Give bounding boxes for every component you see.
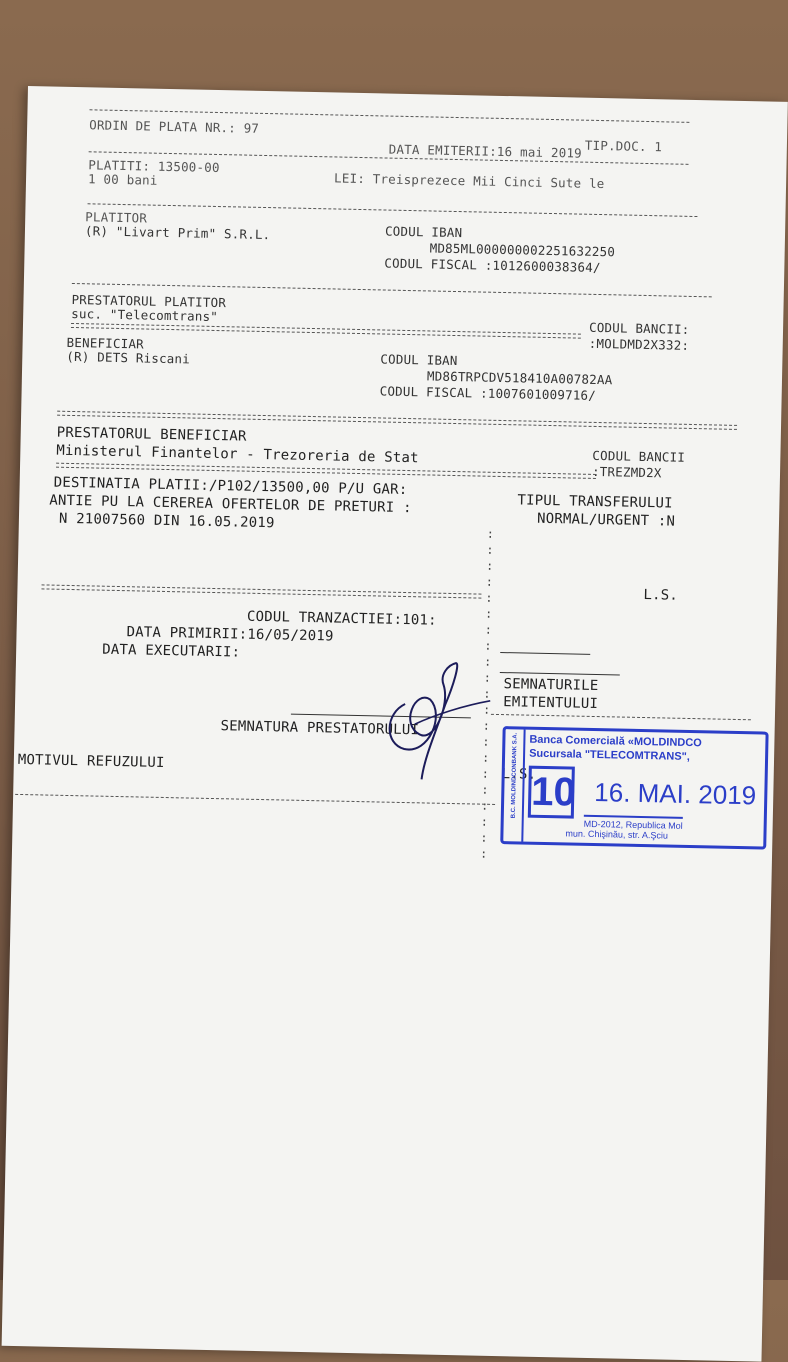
payment-purpose-line-3: N 21007560 DIN 16.05.2019	[58, 510, 275, 532]
stamp-side-bar: B.C. MOLDINDCONBANK S.A.	[503, 729, 525, 841]
beneficiary-provider-label: PRESTATORUL BENEFICIAR	[56, 424, 247, 445]
stamp-branch: Sucursala "TELECOMTRANS",	[529, 747, 691, 764]
issue-date: DATA EMITERII:16 mai 2019	[388, 141, 583, 161]
rule-8	[491, 714, 751, 720]
ls-mark: L.S.	[643, 587, 679, 604]
stamp-date: 16. MAI. 2019	[594, 777, 757, 811]
beneficiary-iban-label: CODUL IBAN	[380, 351, 458, 369]
beneficiary-name: (R) DETS Riscani	[66, 348, 191, 367]
beneficiary-bank-label: CODUL BANCII	[592, 447, 686, 465]
column-divider: : : : : : : : : : : : : : : : : : : : : :	[479, 526, 495, 861]
stamp-address-1: MD-2012, Republica Mol	[584, 815, 683, 831]
refusal-reason-label: MOTIVUL REFUZULUI	[17, 751, 165, 772]
sign-line-1	[500, 652, 590, 655]
issuer-signatures-label: SEMNATURILE	[503, 676, 599, 695]
payer-provider-label: PRESTATORUL PLATITOR	[71, 291, 227, 311]
execution-date: DATA EXECUTARII:	[102, 641, 241, 661]
payer-iban-label: CODUL IBAN	[384, 223, 463, 241]
transfer-type-value: NORMAL/URGENT :N	[536, 510, 676, 530]
sign-line-2	[500, 672, 620, 676]
payment-order-document	[2, 86, 788, 1362]
payer-provider-name: suc. "Telecomtrans"	[71, 305, 219, 325]
beneficiary-fiscal-code: CODUL FISCAL :1007601009716/	[379, 383, 597, 403]
payment-purpose-line-2: ANTIE PU LA CEREREA OFERTELOR DE PRETURI :	[49, 492, 412, 517]
stamp-address-2: mun. Chişinău, str. A.Şciu	[565, 828, 669, 841]
receipt-date: DATA PRIMIRII:16/05/2019	[126, 624, 334, 645]
beneficiary-provider-name: Ministerul Finantelor - Trezoreria de Stat	[56, 442, 419, 467]
issuer-label: EMITENTULUI	[503, 694, 599, 713]
beneficiary-label: BENEFICIAR	[66, 334, 145, 352]
payer-bank-label: CODUL BANCII:	[588, 319, 690, 337]
beneficiary-bank-code: :TREZMD2X	[591, 463, 662, 481]
amount-words: LEI: Treisprezece Mii Cinci Sute le	[333, 170, 605, 192]
rule-2	[88, 203, 698, 217]
payer-bank-code: :MOLDMD2X332:	[588, 335, 690, 353]
payer-fiscal-code: CODUL FISCAL :1012600038364/	[384, 255, 601, 276]
beneficiary-iban: MD86TRPCDV518410A00782AA	[426, 368, 613, 388]
stamp-number: 10	[528, 766, 575, 819]
payment-purpose-line-1: DESTINATIA PLATII:/P102/13500,00 P/U GAR:	[53, 474, 408, 499]
bottom-rule	[15, 794, 495, 805]
transaction-code: CODUL TRANZACTIEI:101:	[246, 608, 437, 629]
order-number: ORDIN DE PLATA NR.: 97	[89, 117, 260, 136]
handwritten-signature	[373, 653, 496, 785]
payer-iban: MD85ML000000002251632250	[429, 240, 616, 260]
stamp-bank-name: Banca Comercială «MOLDINDCO	[529, 733, 702, 750]
ls-mark-2: L.S.	[501, 766, 537, 783]
bank-stamp	[500, 726, 768, 850]
doc-type: TIP.DOC. 1	[584, 137, 663, 155]
rule-7	[41, 584, 481, 598]
transfer-type-label: TIPUL TRANSFERULUI	[517, 492, 673, 512]
provider-signature-label: SEMNATURA PRESTATORULUI	[220, 718, 420, 739]
rule-4	[71, 323, 581, 339]
payer-name: (R) "Livart Prim" S.R.L.	[84, 223, 271, 243]
amount-paid: PLATITI: 13500-00	[88, 157, 220, 176]
amount-bani: 1 00 bani	[87, 171, 158, 188]
payer-label: PLATITOR	[85, 209, 148, 226]
